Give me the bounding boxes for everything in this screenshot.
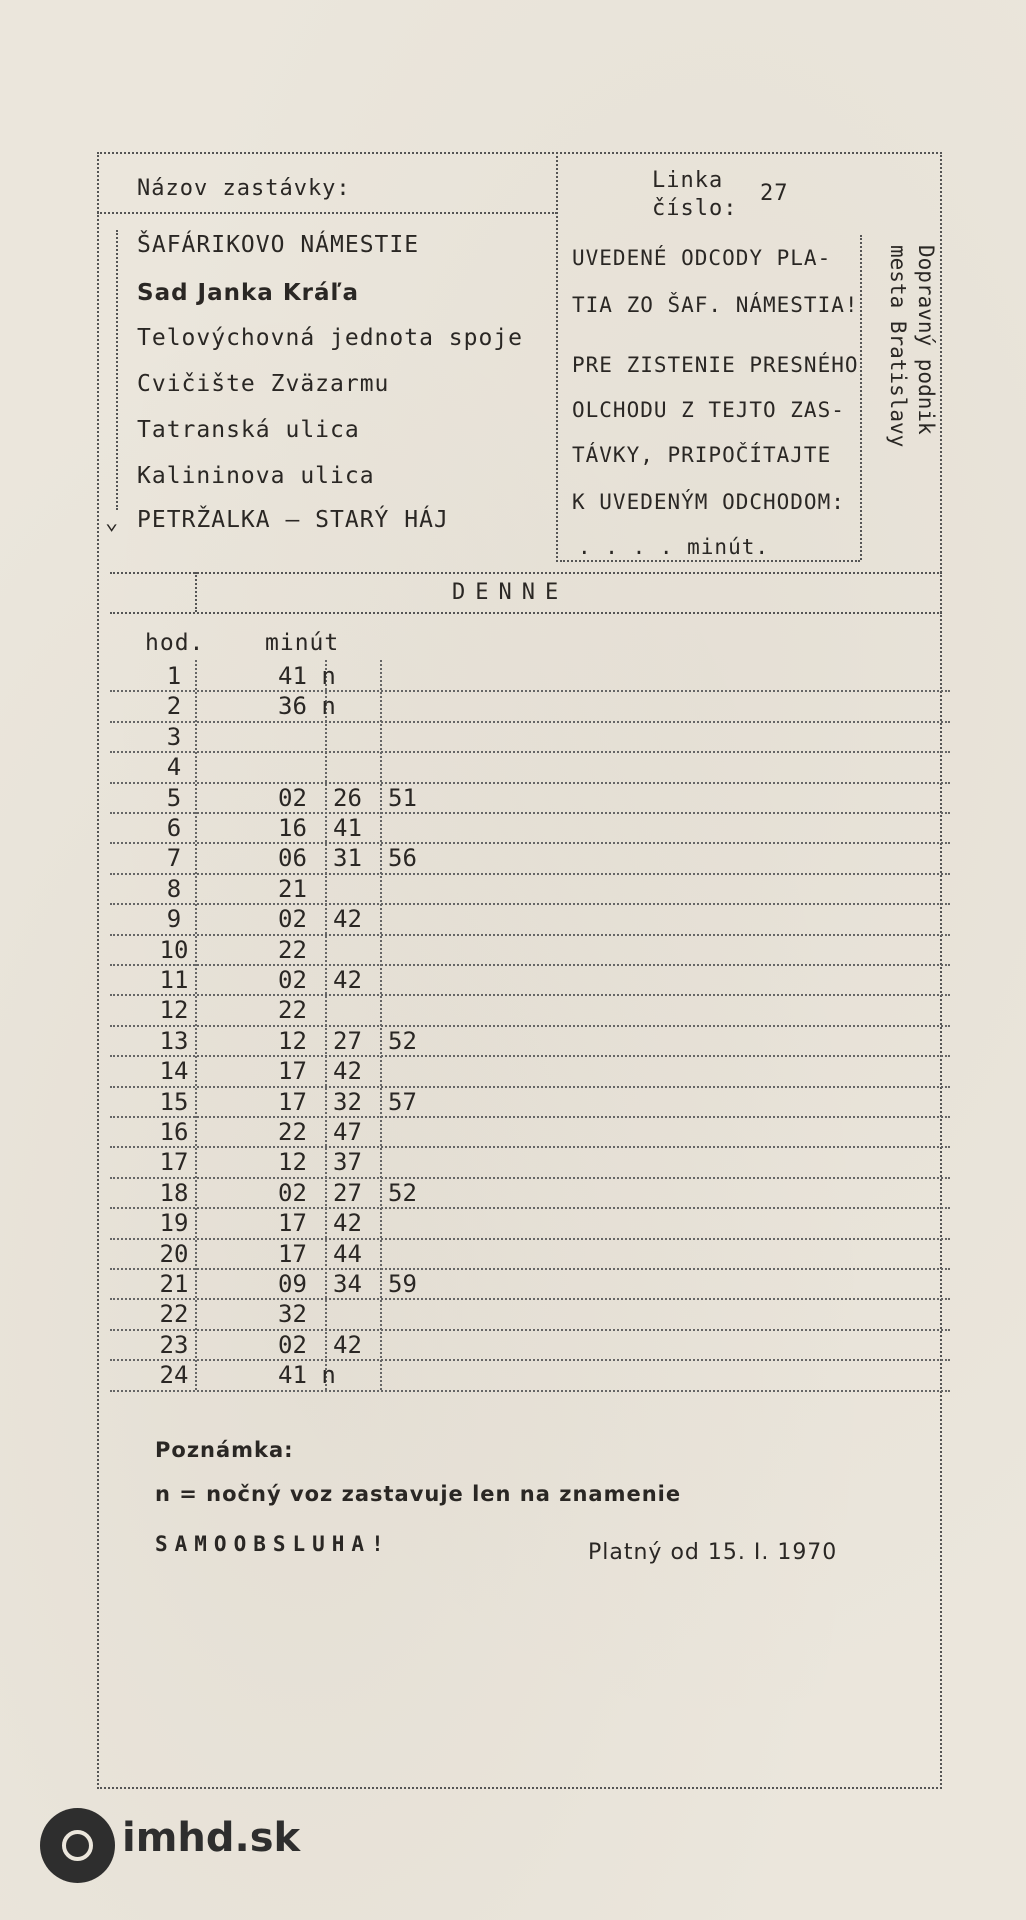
operator-line: mesta Bratislavy <box>886 245 910 448</box>
minute-cell: 42 <box>333 1330 362 1359</box>
minute-cell: 41 n <box>278 1361 336 1390</box>
stop-item: Telovýchovná jednota spoje <box>137 325 524 351</box>
timetable-row <box>110 842 950 874</box>
notice-divider <box>860 235 862 560</box>
minute-cell: 57 <box>388 1087 417 1116</box>
stop-item: Cvičište Zväzarmu <box>137 371 390 397</box>
section-top-rule <box>110 572 942 574</box>
notice-line: OLCHODU Z TEJTO ZAS- <box>572 398 845 422</box>
minutes-header: minút <box>265 630 340 656</box>
minute-cell: 41 <box>333 814 362 842</box>
minute-cell: 27 <box>333 1026 362 1055</box>
line-number: 27 <box>760 181 789 206</box>
minute-cell: 06 <box>278 844 307 873</box>
note-text: n = nočný voz zastavuje len na znamenie <box>155 1482 682 1506</box>
minute-cell: 09 <box>278 1270 307 1298</box>
route-line <box>116 230 118 510</box>
hour-cell: 19 <box>159 1209 189 1238</box>
hour-cell: 14 <box>159 1057 189 1086</box>
timetable-row <box>110 1025 950 1057</box>
operator-stamp <box>880 245 940 485</box>
minute-cell: 26 <box>333 783 362 812</box>
minute-cell: 41 n <box>278 662 336 690</box>
hour-cell: 7 <box>166 844 182 873</box>
minute-cell: 42 <box>333 1057 362 1086</box>
hour-cell: 16 <box>159 1118 189 1146</box>
timetable-row <box>110 1146 950 1178</box>
stop-item: Tatranská ulica <box>137 417 360 443</box>
minute-cell: 31 <box>333 844 362 873</box>
timetable-row <box>110 1268 950 1300</box>
hour-cell: 2 <box>166 692 182 721</box>
note-label: Poznámka: <box>155 1438 294 1462</box>
minute-cell: 42 <box>333 966 362 994</box>
header-rule <box>97 212 557 214</box>
notice-line: K UVEDENÝM ODCHODOM: <box>572 490 845 514</box>
minute-cell: 37 <box>333 1148 362 1177</box>
hour-cell: 17 <box>159 1148 189 1177</box>
minute-cell: 27 <box>333 1178 362 1207</box>
minute-cell: 12 <box>278 1026 307 1055</box>
hour-cell: 10 <box>159 935 189 964</box>
minute-cell: 21 <box>278 874 307 903</box>
timetable-row <box>110 1055 950 1087</box>
stop-item: ŠAFÁRIKOVO NÁMESTIE <box>137 232 420 258</box>
hour-cell: 9 <box>166 905 182 934</box>
minute-cell: 16 <box>278 814 307 842</box>
minute-cell: 42 <box>333 1209 362 1238</box>
hour-cell: 5 <box>166 783 182 812</box>
hour-cell: 4 <box>166 753 182 782</box>
stop-label: Názov zastávky: <box>137 176 351 201</box>
minute-cell: 32 <box>278 1300 307 1329</box>
line-label-1: Linka <box>652 168 724 193</box>
timetable-row <box>110 1359 950 1391</box>
hour-cell: 12 <box>159 996 189 1025</box>
timetable-row <box>110 660 950 692</box>
minute-cell: 22 <box>278 935 307 964</box>
stop-item: PETRŽALKA – STARÝ HÁJ <box>137 507 449 533</box>
timetable-row <box>110 690 950 722</box>
timetable-row <box>110 1086 950 1118</box>
hour-cell: 6 <box>166 814 182 842</box>
timetable-row <box>110 721 950 753</box>
minute-cell: 52 <box>388 1178 417 1207</box>
notice-line: . . . . minút. <box>578 535 770 559</box>
hour-cell: 20 <box>159 1239 189 1268</box>
timetable-row <box>110 1329 950 1361</box>
timetable-row <box>110 994 950 1026</box>
timetable-row <box>110 964 950 996</box>
hour-cell: 3 <box>166 722 182 751</box>
bus-location-pin-icon <box>40 1808 115 1883</box>
timetable-row <box>110 1116 950 1148</box>
timetable-row <box>110 1238 950 1270</box>
minute-cell: 02 <box>278 783 307 812</box>
timetable-row <box>110 751 950 783</box>
minute-cell: 52 <box>388 1026 417 1055</box>
minute-cell: 44 <box>333 1239 362 1268</box>
hour-cell: 13 <box>159 1026 189 1055</box>
minute-cell: 22 <box>278 1118 307 1146</box>
timetable-row <box>110 903 950 935</box>
notice-bottom-rule <box>560 560 860 562</box>
stop-item: Sad Janka Kráľa <box>137 280 360 306</box>
hour-header: hod. <box>145 630 205 656</box>
minute-cell: 02 <box>278 966 307 994</box>
minute-cell: 02 <box>278 905 307 934</box>
notice-line: TÁVKY, PRIPOČÍTAJTE <box>572 443 832 467</box>
stop-item: Kalininova ulica <box>137 463 375 489</box>
minute-cell: 42 <box>333 905 362 934</box>
minute-cell: 17 <box>278 1209 307 1238</box>
minute-cell: 36 n <box>278 692 336 721</box>
timetable-row <box>110 812 950 844</box>
hour-cell: 8 <box>166 874 182 903</box>
minute-cell: 32 <box>333 1087 362 1116</box>
watermark-text: imhd.sk <box>122 1815 301 1861</box>
minute-cell: 17 <box>278 1239 307 1268</box>
hour-cell: 21 <box>159 1270 189 1298</box>
hour-cell: 23 <box>159 1330 189 1359</box>
timetable-row <box>110 1177 950 1209</box>
minute-cell: 51 <box>388 783 417 812</box>
timetable-row <box>110 782 950 814</box>
operator-line: Dopravný podnik <box>914 245 938 435</box>
direction-arrow-icon: ⌄ <box>105 510 120 535</box>
hour-cell: 15 <box>159 1087 189 1116</box>
minute-cell: 12 <box>278 1148 307 1177</box>
minute-cell: 17 <box>278 1057 307 1086</box>
minute-cell: 22 <box>278 996 307 1025</box>
timetable-row <box>110 934 950 966</box>
hour-cell: 18 <box>159 1178 189 1207</box>
timetable-row <box>110 1207 950 1239</box>
hour-cell: 24 <box>159 1361 189 1390</box>
minute-cell: 02 <box>278 1330 307 1359</box>
minute-cell: 59 <box>388 1270 417 1298</box>
timetable-row <box>110 873 950 905</box>
notice-line: TIA ZO ŠAF. NÁMESTIA! <box>572 293 859 317</box>
section-bottom-rule <box>110 612 942 614</box>
valid-from: Platný od 15. I. 1970 <box>588 1540 838 1565</box>
hour-cell: 1 <box>166 662 182 690</box>
section-divider <box>195 572 197 612</box>
notice-line: UVEDENÉ ODCODY PLA- <box>572 246 832 270</box>
hour-cell: 22 <box>159 1300 189 1329</box>
minute-cell: 34 <box>333 1270 362 1298</box>
timetable-row <box>110 1298 950 1330</box>
minute-cell: 17 <box>278 1087 307 1116</box>
hour-cell: 11 <box>159 966 189 994</box>
minute-cell: 02 <box>278 1178 307 1207</box>
minute-cell: 56 <box>388 844 417 873</box>
notice-line: PRE ZISTENIE PRESNÉHO <box>572 353 859 377</box>
section-title: DENNE <box>452 580 569 605</box>
minute-cell: 47 <box>333 1118 362 1146</box>
line-label-2: číslo: <box>652 196 738 221</box>
self-service-label: SAMOOBSLUHA! <box>155 1532 391 1556</box>
